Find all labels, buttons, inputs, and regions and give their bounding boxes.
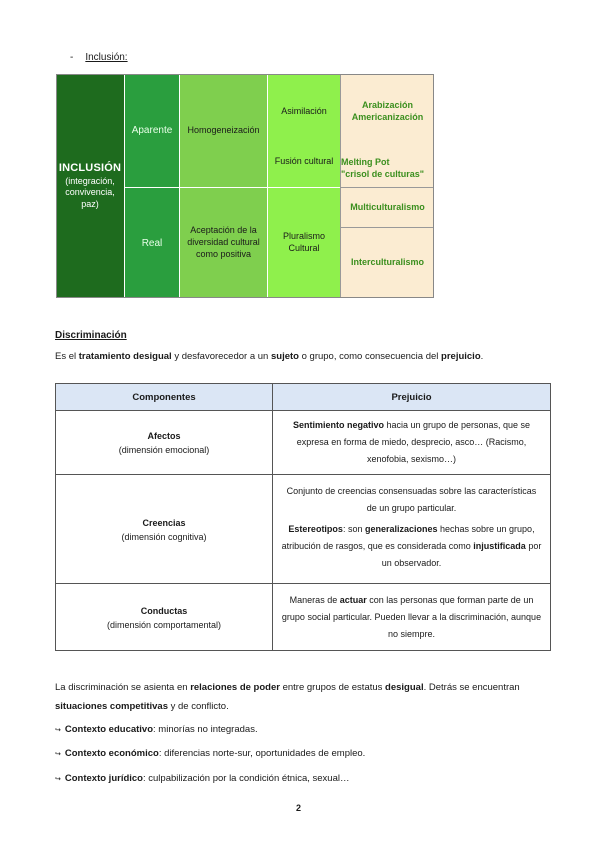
component-dimension: (dimensión cognitiva) bbox=[121, 531, 207, 542]
def-text: . bbox=[480, 351, 484, 362]
components-table bbox=[55, 383, 551, 651]
prejuicio-cell bbox=[273, 411, 551, 475]
list-item bbox=[55, 748, 365, 759]
arrow-icon: ↪ bbox=[55, 776, 61, 783]
para-bold: situaciones competitivas bbox=[55, 701, 168, 712]
def-text: y desfavorecedor a un bbox=[171, 351, 271, 362]
table-row bbox=[56, 411, 551, 475]
def-bold: prejuicio bbox=[441, 351, 481, 362]
component-dimension: (dimensión emocional) bbox=[118, 445, 210, 456]
arabizacion-cell bbox=[340, 74, 434, 150]
list-item-bold: Contexto económico bbox=[64, 748, 159, 759]
table-row bbox=[56, 475, 551, 584]
multiculturalismo-cell: Multiculturalismo bbox=[340, 188, 434, 228]
prejuicio-text: por un observador. bbox=[381, 540, 542, 568]
arabizacion-label: Arabización bbox=[361, 100, 413, 111]
list-item-text: : diferencias norte-sur, oportunidades de empleo. bbox=[158, 748, 366, 759]
inclusion-heading bbox=[70, 52, 128, 63]
component-cell bbox=[56, 411, 273, 475]
def-text: o grupo, como consecuencia del bbox=[298, 351, 442, 362]
melting-pot-label: Melting Pot bbox=[341, 156, 390, 167]
aceptacion-cell: Aceptación de la diversidad cultural como positiva bbox=[180, 188, 268, 298]
list-item bbox=[55, 724, 258, 735]
component-name: Conductas bbox=[140, 605, 188, 616]
melting-pot-cell bbox=[340, 150, 434, 188]
table-row bbox=[56, 584, 551, 651]
interculturalismo-cell: Interculturalismo bbox=[340, 228, 434, 298]
aparente-cell: Aparente bbox=[125, 74, 180, 188]
list-item-bold: Contexto jurídico bbox=[64, 773, 143, 784]
header-componentes: Componentes bbox=[56, 384, 273, 411]
header-prejuicio: Prejuicio bbox=[273, 384, 551, 411]
prejuicio-text: con las personas que forman parte de un grupo social particular. Pueden llevar a la discriminación, aunque no siempre. bbox=[281, 594, 542, 639]
prejuicio-text: : son bbox=[342, 523, 365, 534]
table-header-row bbox=[56, 384, 551, 411]
page-number: 2 bbox=[296, 803, 302, 813]
crisol-label: "crisol de culturas" bbox=[341, 168, 425, 179]
prejuicio-cell bbox=[273, 584, 551, 651]
para-text: . Detrás se encuentran bbox=[423, 682, 520, 693]
prejuicio-bold: Sentimiento negativo bbox=[292, 420, 384, 430]
para-text: La discriminación se asienta en bbox=[55, 682, 191, 693]
fusion-cultural-cell: Fusión cultural bbox=[268, 150, 340, 188]
component-name: Afectos bbox=[147, 431, 181, 442]
prejuicio-bold: injustificada bbox=[473, 540, 526, 551]
inclusion-heading-label: Inclusión: bbox=[85, 52, 128, 63]
component-dimension: (dimensión comportamental) bbox=[106, 619, 222, 630]
prejuicio-text: hacia un grupo de personas, que se expresa en forma de miedo, desprecio, asco… (Racismo, xenofobia, sexismo…) bbox=[296, 420, 531, 465]
americanizacion-label: Americanización bbox=[351, 112, 424, 122]
component-cell bbox=[56, 584, 273, 651]
para-bold: relaciones de poder bbox=[190, 682, 280, 693]
component-name: Creencias bbox=[142, 517, 186, 528]
prejuicio-bold: actuar bbox=[339, 594, 367, 605]
component-cell bbox=[56, 475, 273, 584]
homogeneizacion-cell: Homogeneización bbox=[180, 74, 268, 188]
discriminacion-paragraph bbox=[55, 678, 555, 716]
inclusion-diagram bbox=[56, 74, 434, 298]
prejuicio-cell bbox=[273, 475, 551, 584]
asimilacion-cell: Asimilación bbox=[268, 74, 340, 150]
inclusion-title: INCLUSIÓN bbox=[58, 162, 122, 175]
para-bold: desigual bbox=[385, 682, 424, 693]
list-item-bold: Contexto educativo bbox=[64, 724, 154, 735]
list-item-text: : culpabilización por la condición étnica, sexual… bbox=[143, 773, 350, 784]
prejuicio-text: Maneras de bbox=[289, 594, 340, 605]
bullet-dash: - bbox=[70, 52, 74, 63]
discriminacion-title: Discriminación bbox=[55, 330, 127, 341]
arrow-icon: ↪ bbox=[55, 727, 61, 734]
list-item bbox=[55, 773, 349, 784]
real-cell: Real bbox=[125, 188, 180, 298]
arrow-icon: ↪ bbox=[55, 751, 61, 758]
def-bold: sujeto bbox=[270, 351, 299, 362]
def-text: Es el bbox=[55, 351, 79, 362]
pluralismo-cell: Pluralismo Cultural bbox=[268, 188, 340, 298]
para-text: entre grupos de estatus bbox=[279, 682, 386, 693]
para-text: y de conflicto. bbox=[167, 701, 229, 712]
prejuicio-bold: Estereotipos bbox=[288, 523, 343, 534]
inclusion-subtitle: (integración, convivencia, paz) bbox=[65, 175, 115, 209]
def-bold: tratamiento desigual bbox=[78, 351, 172, 362]
prejuicio-text: Conjunto de creencias consensuadas sobre las características de un grupo particular. bbox=[286, 485, 537, 513]
prejuicio-text: hechas sobre un grupo, atribución de rasgos, que es considerada como bbox=[281, 523, 535, 551]
discriminacion-definition bbox=[55, 351, 483, 362]
prejuicio-bold: generalizaciones bbox=[364, 523, 438, 534]
inclusion-cell bbox=[56, 74, 125, 298]
list-item-text: : minorías no integradas. bbox=[153, 724, 258, 735]
